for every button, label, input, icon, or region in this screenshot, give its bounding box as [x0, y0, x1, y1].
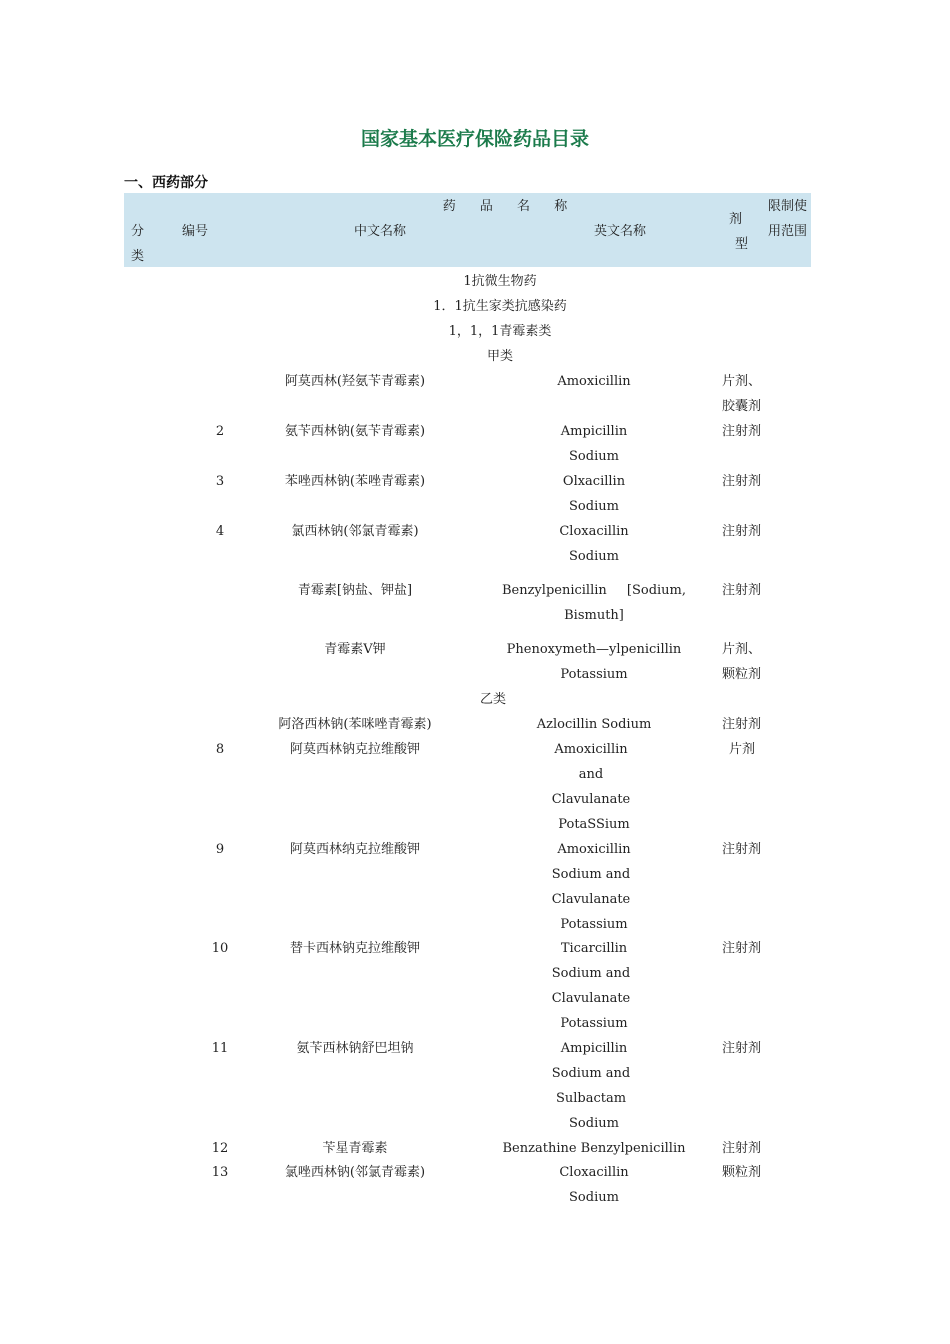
- row-chinese-name: 氨苄西林钠舒巴坦钠: [296, 1041, 414, 1056]
- row-english-name: Potassium: [560, 1016, 628, 1031]
- row-english-name: Olxacillin: [562, 474, 626, 489]
- row-english-name: Clavulanate: [551, 892, 631, 907]
- row-number: 2: [215, 424, 225, 439]
- row-dosage-form: 片剂、: [722, 374, 762, 389]
- row-dosage-form: 注射剂: [722, 842, 762, 857]
- row-chinese-name: 阿莫西林纳克拉维酸钾: [289, 842, 420, 857]
- header-chinese-name: 中文名称: [353, 224, 406, 239]
- row-number: 13: [211, 1165, 229, 1180]
- header-dosage-form-line2: 型: [735, 237, 749, 252]
- row-chinese-name: 阿莫西林钠克拉维酸钾: [289, 742, 420, 757]
- row-english-name: and: [578, 767, 604, 782]
- row-dosage-form: 注射剂: [722, 524, 762, 539]
- row-english-name: Sodium: [569, 1116, 619, 1131]
- row-dosage-form: 注射剂: [722, 474, 762, 489]
- row-dosage-form: 片剂、: [722, 642, 762, 657]
- row-chinese-name: 青霉素V钾: [324, 642, 386, 657]
- header-english-name: 英文名称: [593, 224, 646, 239]
- row-chinese-name: 氯唑西林钠(邻氯青霉素): [284, 1165, 426, 1180]
- class-b-heading: 乙类: [479, 692, 506, 707]
- row-english-name: Bismuth]: [564, 608, 624, 623]
- row-number: 10: [211, 941, 229, 956]
- row-english-name: Cloxacillin: [559, 524, 629, 539]
- row-number: 3: [215, 474, 225, 489]
- header-dosage-form-line1: 剂: [729, 212, 743, 227]
- row-english-name: Sodium and: [551, 966, 631, 981]
- group-heading: 1抗微生物药: [463, 274, 537, 289]
- header-category-line1: 分: [131, 224, 145, 239]
- row-english-name: Azlocillin Sodium: [536, 717, 652, 732]
- row-dosage-form: 颗粒剂: [722, 667, 762, 682]
- row-english-name: Potassium: [560, 667, 628, 682]
- row-english-name: Amoxicillin: [557, 374, 631, 389]
- row-english-name: Potassium: [560, 917, 628, 932]
- header-number: 编号: [182, 224, 209, 239]
- row-chinese-name: 氯西林钠(邻氯青霉素): [291, 524, 419, 539]
- class-a-heading: 甲类: [486, 349, 513, 364]
- row-dosage-form: 注射剂: [722, 424, 762, 439]
- row-english-name: Ampicillin: [560, 424, 628, 439]
- row-number: 4: [215, 524, 225, 539]
- row-chinese-name: 阿洛西林钠(苯咪唑青霉素): [278, 717, 432, 732]
- header-drug-name-group: 药 品 名 称: [442, 199, 568, 214]
- row-english-name: Amoxicillin: [554, 742, 628, 757]
- row-chinese-name: 青霉素[钠盐、钾盐]: [297, 583, 413, 598]
- page-title: 国家基本医疗保险药品目录: [360, 128, 589, 150]
- row-chinese-name: 阿莫西林(羟氨苄青霉素): [284, 374, 426, 389]
- row-chinese-name: 苯唑西林钠(苯唑青霉素): [284, 474, 426, 489]
- row-english-name: Phenoxymeth—ylpenicillin: [506, 642, 682, 657]
- row-number: 9: [215, 842, 225, 857]
- header-restriction-line2: 用范围: [768, 224, 808, 239]
- row-chinese-name: 苄星青霉素: [322, 1141, 388, 1156]
- row-dosage-form: 注射剂: [722, 717, 762, 732]
- row-dosage-form: 注射剂: [722, 1041, 762, 1056]
- row-number: 11: [211, 1041, 229, 1056]
- row-english-name: Clavulanate: [551, 792, 631, 807]
- row-english-name: Amoxicillin: [557, 842, 631, 857]
- row-english-name: PotaSSium: [558, 817, 630, 832]
- row-dosage-form: 胶囊剂: [722, 399, 762, 414]
- section-heading: 一、西药部分: [124, 175, 208, 191]
- row-english-name: Clavulanate: [551, 991, 631, 1006]
- row-dosage-form: 注射剂: [722, 1141, 762, 1156]
- row-dosage-form: 片剂: [729, 742, 756, 757]
- row-english-name: Sodium: [569, 499, 619, 514]
- row-dosage-form: 颗粒剂: [722, 1165, 762, 1180]
- row-english-name: Sodium: [569, 449, 619, 464]
- row-english-name: Benzylpenicillin [Sodium,: [501, 583, 687, 598]
- row-number: 12: [211, 1141, 229, 1156]
- row-chinese-name: 氨苄西林钠(氨苄青霉素): [284, 424, 426, 439]
- row-english-name: Sodium and: [551, 1066, 631, 1081]
- row-english-name: Sodium: [569, 549, 619, 564]
- row-english-name: Ampicillin: [560, 1041, 628, 1056]
- header-restriction-line1: 限制使: [768, 199, 808, 214]
- row-english-name: Sodium and: [551, 867, 631, 882]
- group-heading: 1，1，1青霉素类: [448, 324, 552, 339]
- row-english-name: Ticarcillin: [560, 941, 628, 956]
- row-english-name: Benzathine Benzylpenicillin: [502, 1141, 686, 1156]
- row-dosage-form: 注射剂: [722, 583, 762, 598]
- row-chinese-name: 替卡西林钠克拉维酸钾: [289, 941, 420, 956]
- group-heading: 1．1抗生家类抗感染药: [433, 299, 567, 314]
- header-category-line2: 类: [131, 249, 145, 264]
- row-english-name: Sulbactam: [555, 1091, 627, 1106]
- row-english-name: Sodium: [569, 1190, 619, 1205]
- row-english-name: Cloxacillin: [559, 1165, 629, 1180]
- row-number: 8: [215, 742, 225, 757]
- row-dosage-form: 注射剂: [722, 941, 762, 956]
